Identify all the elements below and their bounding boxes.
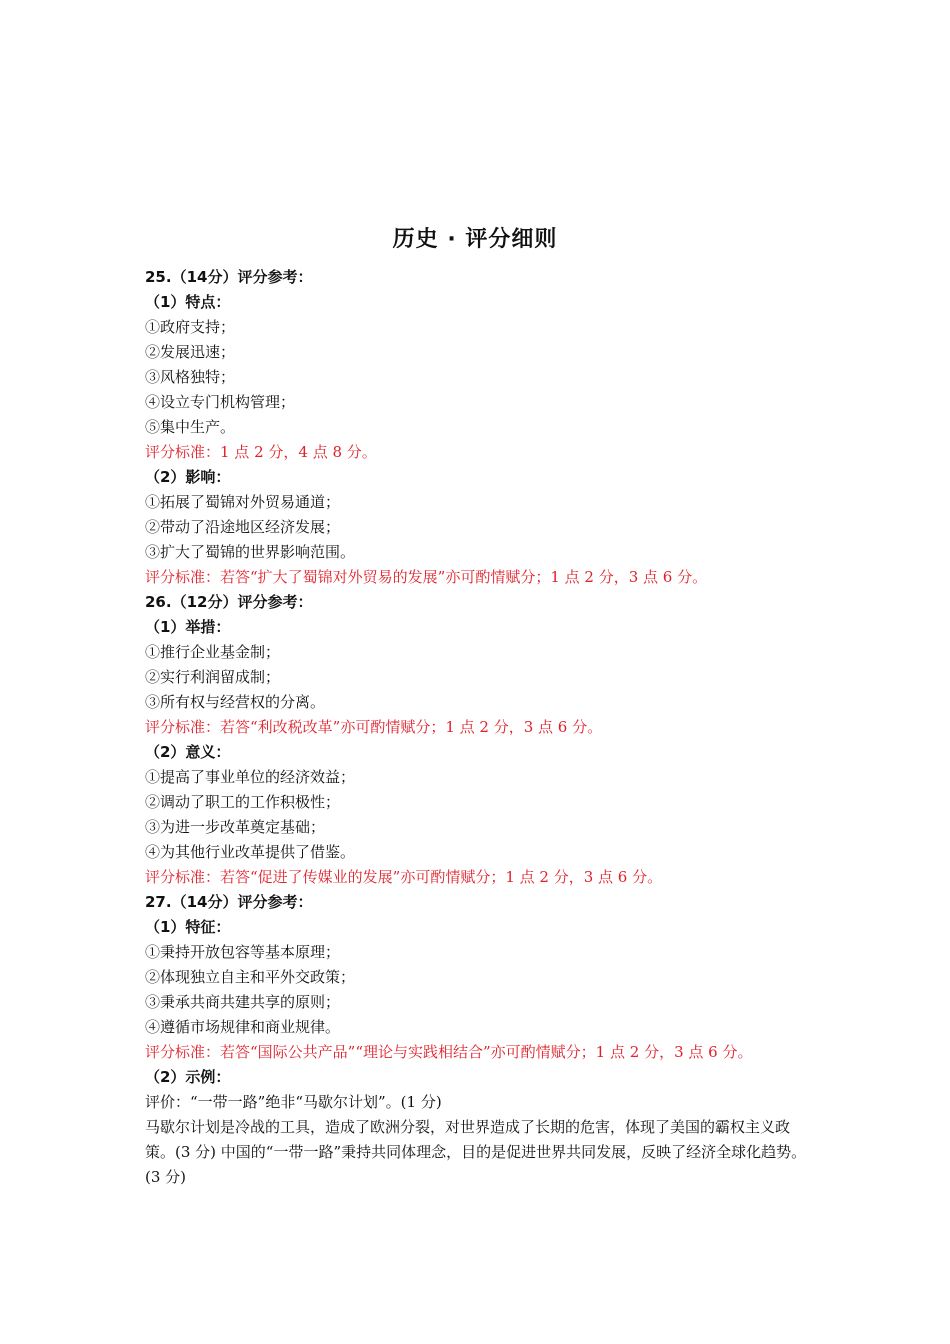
answer-line: ①政府支持；: [145, 318, 236, 336]
answer-line: ③扩大了蜀锦的世界影响范围。: [145, 543, 356, 561]
answer-line: ③所有权与经营权的分离。: [145, 693, 326, 711]
scoring-standard: 评分标准：若答“利改税改革”亦可酌情赋分；1 点 2 分，3 点 6 分。: [145, 718, 603, 736]
answer-line: ④设立专门机构管理；: [145, 393, 296, 411]
answer-line: ③为进一步改革奠定基础；: [145, 818, 326, 836]
section-heading: （2）意义：: [145, 743, 231, 761]
scoring-standard: 评分标准：若答“国际公共产品”“理论与实践相结合”亦可酌情赋分；1 点 2 分，3 点 6 分。: [145, 1043, 753, 1061]
answer-line: ①提高了事业单位的经济效益；: [145, 768, 356, 786]
answer-line: ③秉承共商共建共享的原则；: [145, 993, 341, 1011]
answer-line: ①推行企业基金制；: [145, 643, 281, 661]
section-heading: 25.（14分）评分参考：: [145, 268, 313, 286]
answer-line: ①拓展了蜀锦对外贸易通道；: [145, 493, 341, 511]
answer-line: ③风格独特；: [145, 368, 236, 386]
page-title: 历史 · 评分细则: [392, 227, 558, 252]
answer-line: 马歇尔计划是冷战的工具，造成了欧洲分裂，对世界造成了长期的危害，体现了美国的霸权主义政策。(3 分) 中国的“一带一路”秉持共同体理念，目的是促进世界共同发展，反映了经济全球化趋势。(3 分): [145, 1118, 807, 1186]
section-heading: 27.（14分）评分参考：: [145, 893, 313, 911]
section-heading: （1）特征：: [145, 918, 231, 936]
answer-line: ②体现独立自主和平外交政策；: [145, 968, 356, 986]
section-heading: （2）示例：: [145, 1068, 231, 1086]
scoring-standard: 评分标准：若答“促进了传媒业的发展”亦可酌情赋分；1 点 2 分，3 点 6 分。: [145, 868, 663, 886]
section-heading: （2）影响：: [145, 468, 231, 486]
section-heading: 26.（12分）评分参考：: [145, 593, 313, 611]
scoring-standard: 评分标准：1 点 2 分，4 点 8 分。: [145, 443, 377, 461]
answer-line: ④为其他行业改革提供了借鉴。: [145, 843, 356, 861]
document-body: [145, 265, 815, 1190]
scoring-standard: 评分标准：若答“扩大了蜀锦对外贸易的发展”亦可酌情赋分；1 点 2 分，3 点 6 分。: [145, 568, 708, 586]
section-heading: （1）举措：: [145, 618, 231, 636]
answer-line: ①秉持开放包容等基本原理；: [145, 943, 341, 961]
answer-line: ②实行利润留成制；: [145, 668, 281, 686]
answer-line: ②带动了沿途地区经济发展；: [145, 518, 341, 536]
section-heading: （1）特点：: [145, 293, 231, 311]
answer-line: ④遵循市场规律和商业规律。: [145, 1018, 341, 1036]
answer-line: 评价：“一带一路”绝非“马歇尔计划”。(1 分): [145, 1093, 442, 1111]
answer-line: ⑤集中生产。: [145, 418, 236, 436]
answer-line: ②调动了职工的工作积极性；: [145, 793, 341, 811]
answer-line: ②发展迅速；: [145, 343, 236, 361]
